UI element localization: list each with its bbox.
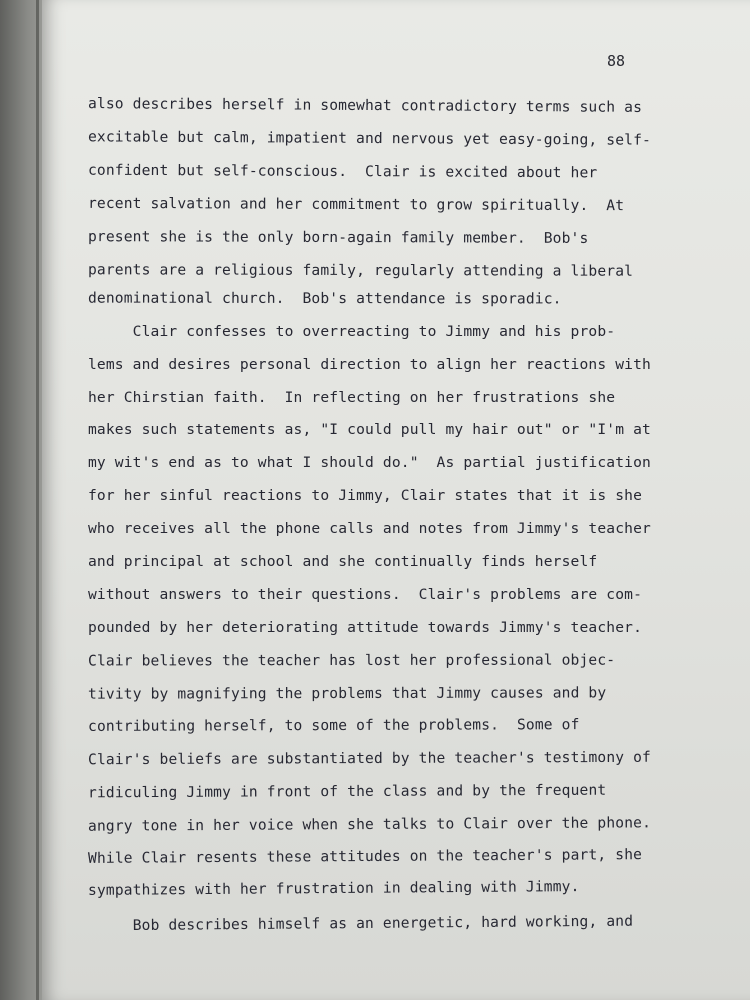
page-number: 88 — [607, 52, 626, 70]
text-line: tivity by magnifying the problems that Jimmy causes and by — [87, 684, 607, 703]
text-line: who receives all the phone calls and notes from Jimmy's teacher — [88, 520, 651, 537]
text-line: Clair confesses to overreacting to Jimmy and his prob- — [88, 323, 616, 340]
text-line: parents are a religious family, regularly attending a liberal — [87, 261, 634, 280]
text-line: makes such statements as, "I could pull my hair out" or "I'm at — [88, 421, 651, 438]
text-line: present she is the only born-again family member. Bob's — [87, 228, 589, 247]
text-line: lems and desires personal direction to align her reactions with — [88, 356, 651, 373]
text-line: my wit's end as to what I should do." As partial justification — [88, 454, 651, 471]
text-line: and principal at school and she continually finds herself — [88, 553, 598, 570]
text-line: denominational church. Bob's attendance is sporadic. — [87, 289, 562, 308]
text-line: sympathizes with her frustration in dealing with Jimmy. — [87, 878, 580, 899]
text-line: confident but self-conscious. Clair is excited about her — [87, 161, 598, 182]
text-line: contributing herself, to some of the problems. Some of — [87, 716, 580, 735]
text-line: Bob describes himself as an energetic, hard working, and — [87, 912, 634, 935]
background-strip — [0, 0, 46, 1000]
text-line: excitable but calm, impatient and nervous yet easy-going, self- — [87, 128, 652, 149]
text-line: without answers to their questions. Clair's problems are com- — [88, 586, 643, 603]
text-line: pounded by her deteriorating attitude towards Jimmy's teacher. — [88, 619, 643, 636]
text-line: for her sinful reactions to Jimmy, Clair states that it is she — [88, 487, 643, 504]
text-line: ridiculing Jimmy in front of the class and by the frequent — [87, 781, 607, 802]
text-line: recent salvation and her commitment to grow spiritually. At — [87, 194, 625, 215]
text-line: While Clair resents these attitudes on the teacher's part, she — [87, 846, 643, 867]
text-line: her Chirstian faith. In reflecting on her frustrations she — [88, 389, 616, 406]
text-line: Clair's beliefs are substantiated by the teacher's testimony of — [87, 748, 652, 769]
text-line: Clair believes the teacher has lost her professional objec- — [87, 651, 616, 670]
binding-edge — [36, 0, 39, 1000]
text-line: angry tone in her voice when she talks to Clair over the phone. — [87, 814, 652, 835]
text-line: also describes herself in somewhat contradictory terms such as — [87, 95, 643, 116]
